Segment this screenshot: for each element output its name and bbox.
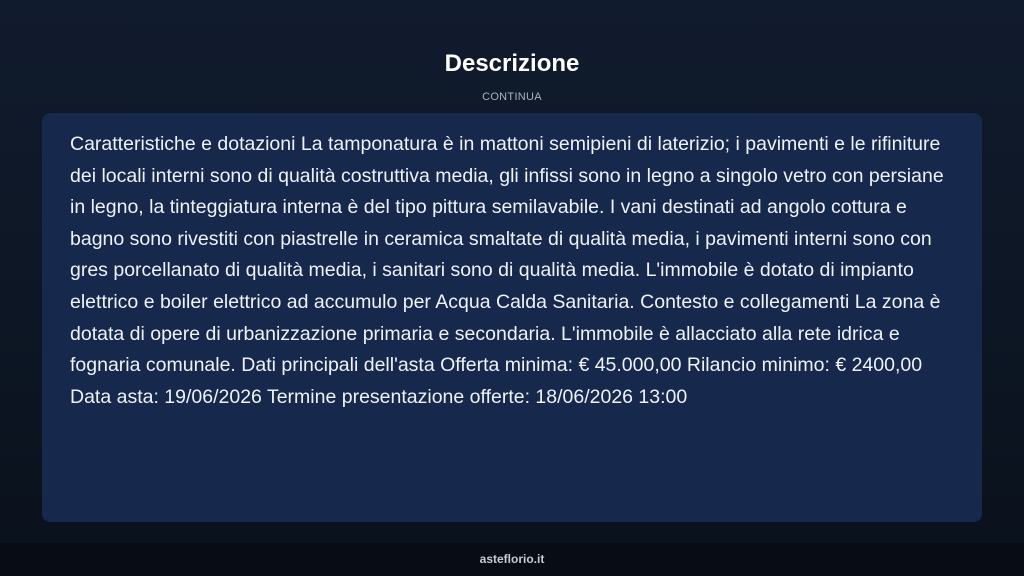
page-title: Descrizione — [444, 50, 580, 77]
description-card — [42, 113, 982, 522]
section-subtitle: CONTINUA — [482, 91, 542, 103]
description-text: Caratteristiche e dotazioni La tamponatura è in mattoni semipieni di laterizio; i pavimenti e le rifiniture dei locali interni sono di qualità costruttiva media, gli infissi sono in legno a singolo vetro con persiane in legno, la tinteggiatura interna è del tipo pittura semilavabile. I vani destinati ad angolo cottura e bagno sono rivestiti con piastrelle in ceramica smaltate di qualità media, i pavimenti interni sono con gres porcellanato di qualità media, i sanitari sono di qualità media. L'immobile è dotato di impianto elettrico e boiler elettrico ad accumulo per Acqua Calda Sanitaria. Contesto e collegamenti La zona è dotata di opere di urbanizzazione primaria e secondaria. L'immobile è allacciato alla rete idrica e fognaria comunale. Dati principali dell'asta Offerta minima: € 45.000,00 Rilancio minimo: € 2400,00 Data asta: 19/06/2026 Termine presentazione offerte: 18/06/2026 13:00 — [70, 133, 944, 408]
footer-site-label: asteflorio.it — [479, 552, 545, 566]
